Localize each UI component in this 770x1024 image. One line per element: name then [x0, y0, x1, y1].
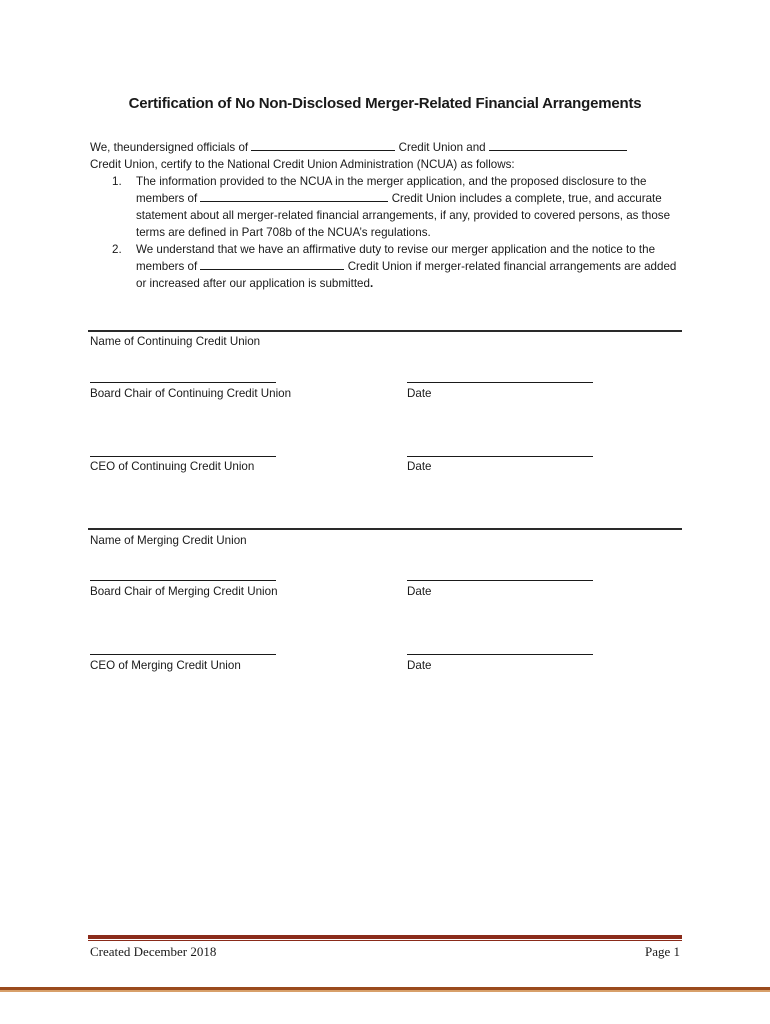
- merging-ceo-date-label: Date: [407, 659, 432, 672]
- continuing-ceo-signature-line[interactable]: [90, 456, 276, 457]
- intro-text-2: Credit Union and: [398, 141, 486, 154]
- item2-union-blank[interactable]: [200, 258, 344, 270]
- footer-rule-thin: [88, 940, 682, 941]
- continuing-ceo-date-label: Date: [407, 460, 432, 473]
- page-title: Certification of No Non-Disclosed Merger-Related Financial Arrangements: [128, 95, 642, 112]
- list-item-1: [112, 173, 682, 241]
- item1-text-2: Credit Union includes a complete, true, and accurate statement about all merger-related financial arrangements, if any, provided to covered persons, as those terms are defined in Part 708b of the NCUA’s regulations.: [136, 192, 671, 239]
- item1-union-blank[interactable]: [200, 190, 388, 202]
- merging-chair-label: Board Chair of Merging Credit Union: [90, 585, 278, 598]
- merging-ceo-date-line[interactable]: [407, 654, 593, 655]
- footer-page-number: Page 1: [644, 944, 680, 959]
- continuing-chair-date-label: Date: [407, 387, 432, 400]
- list-item-2: [112, 241, 682, 292]
- intro-paragraph: [90, 139, 682, 173]
- continuing-chair-signature-line[interactable]: [90, 382, 276, 383]
- continuing-ceo-label: CEO of Continuing Credit Union: [90, 460, 255, 473]
- continuing-chair-label: Board Chair of Continuing Credit Union: [90, 387, 292, 400]
- intro-text-1: We, theundersigned officials of: [90, 141, 249, 154]
- merging-chair-date-label: Date: [407, 585, 432, 598]
- footer-rule-thick: [88, 935, 682, 939]
- list-number-2: 2.: [112, 243, 122, 256]
- continuing-name-label: Name of Continuing Credit Union: [90, 335, 261, 348]
- item1-text-1: The information provided to the NCUA in the merger application, and the proposed disclosure to the members of: [136, 175, 647, 205]
- merging-name-label: Name of Merging Credit Union: [90, 534, 247, 547]
- item2-text-1: We understand that we have an affirmative duty to revise our merger application and the notice to the members of: [136, 243, 656, 273]
- continuing-ceo-date-line[interactable]: [407, 456, 593, 457]
- merging-name-line[interactable]: [88, 528, 682, 530]
- item2-text-2: Credit Union if merger-related financial arrangements are added or increased after our application is submitted: [136, 260, 677, 290]
- merging-chair-date-line[interactable]: [407, 580, 593, 581]
- list-number-1: 1.: [112, 175, 122, 188]
- merging-ceo-signature-line[interactable]: [90, 654, 276, 655]
- continuing-name-line[interactable]: [88, 330, 682, 332]
- continuing-union-name-blank[interactable]: [251, 139, 395, 151]
- bottom-border-band-light: [0, 990, 770, 992]
- merging-chair-signature-line[interactable]: [90, 580, 276, 581]
- footer-created-date: Created December 2018: [90, 944, 217, 959]
- merging-ceo-label: CEO of Merging Credit Union: [90, 659, 241, 672]
- intro-text-3: Credit Union, certify to the National Credit Union Administration (NCUA) as follows:: [90, 158, 515, 171]
- merging-union-name-blank[interactable]: [489, 139, 627, 151]
- item2-period: .: [369, 277, 374, 290]
- continuing-chair-date-line[interactable]: [407, 382, 593, 383]
